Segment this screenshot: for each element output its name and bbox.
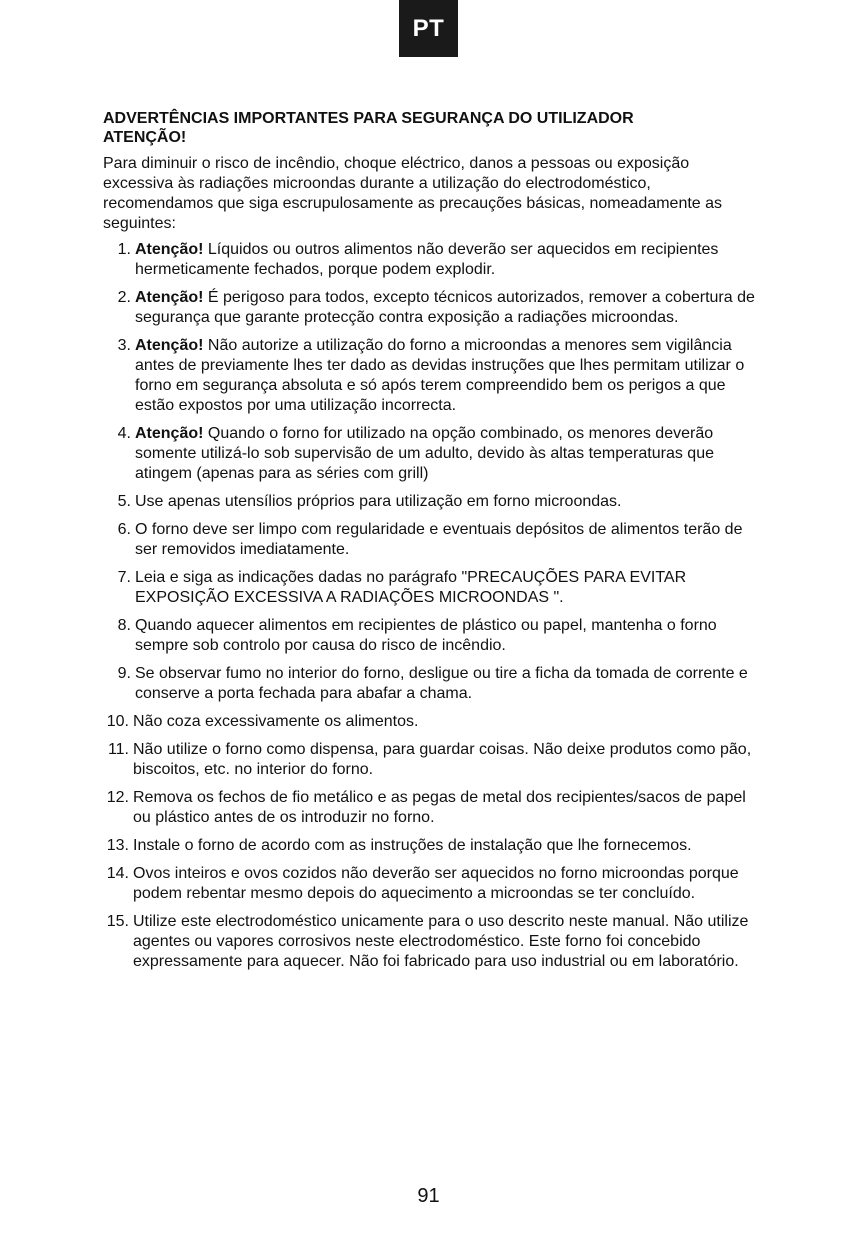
list-item-text	[129, 740, 763, 780]
list-item	[103, 912, 763, 972]
item-body: O forno deve ser limpo com regularidade e eventuais depósitos de alimentos terão de ser removidos imediatamente.	[135, 521, 743, 558]
heading-line-2: ATENÇÃO!	[103, 129, 187, 146]
list-item-number: 10.	[106, 713, 129, 730]
list-item-text	[131, 288, 763, 328]
list-item	[103, 740, 763, 780]
list-item-number: 3.	[117, 337, 131, 354]
list-item-text	[129, 712, 763, 732]
list-item	[103, 864, 763, 904]
item-body: É perigoso para todos, excepto técnicos autorizados, remover a cobertura de segurança que garante protecção contra exposição a radiações microondas.	[135, 289, 755, 326]
item-body: Quando o forno for utilizado na opção combinado, os menores deverão somente utilizá-lo sob supervisão de um adulto, devido às altas temperaturas que atingem (apenas para as séries com grill)	[135, 425, 714, 482]
item-body: Leia e siga as indicações dadas no parágrafo "PRECAUÇÕES PARA EVITAR EXPOSIÇÃO EXCESSIVA A RADIAÇÕES MICROONDAS ".	[135, 569, 687, 606]
list-item-text	[131, 492, 763, 512]
list-item-text	[131, 568, 763, 608]
list-item	[103, 288, 763, 328]
item-body: Use apenas utensílios próprios para utilização em forno microondas.	[135, 493, 622, 510]
item-body: Líquidos ou outros alimentos não deverão ser aquecidos em recipientes hermeticamente fechados, porque podem explodir.	[135, 241, 719, 278]
heading-line-1: ADVERTÊNCIAS IMPORTANTES PARA SEGURANÇA DO UTILIZADOR	[103, 110, 634, 127]
list-item-number: 1.	[117, 241, 131, 258]
list-item	[103, 788, 763, 828]
list-item-text	[131, 240, 763, 280]
item-body: Utilize este electrodoméstico unicamente para o uso descrito neste manual. Não utilize agentes ou vapores corrosivos neste electrodoméstico. Este forno foi concebido expressamente para aquecer. Não foi fabricado para uso industrial ou em laboratório.	[133, 913, 749, 970]
list-item	[103, 664, 763, 704]
intro-paragraph: Para diminuir o risco de incêndio, choque eléctrico, danos a pessoas ou exposição excessiva às radiações microondas durante a utilização do electrodoméstico, recomendamos que siga escrupulosamente as precauções básicas, nomeadamente as seguintes:	[103, 155, 723, 232]
list-item	[103, 492, 763, 512]
section-heading	[103, 109, 763, 147]
list-item-number: 9.	[117, 665, 131, 682]
list-item-text	[129, 864, 763, 904]
language-tab: PT	[399, 0, 458, 57]
list-item-number: 11.	[107, 741, 129, 758]
list-item-number: 12.	[106, 789, 129, 806]
list-item-number: 2.	[117, 289, 131, 306]
list-item-text	[131, 336, 763, 416]
list-item-text	[129, 912, 763, 972]
list-item-number: 13.	[106, 837, 129, 854]
list-item-text	[131, 616, 763, 656]
list-item	[103, 520, 763, 560]
item-body: Não autorize a utilização do forno a microondas a menores sem vigilância antes de previamente lhes ter dado as devidas instruções que lhes permitam utilizar o forno em segurança absoluta e só após terem compreendido bem os perigos a que estão expostos por uma utilização incorrecta.	[135, 337, 745, 414]
page-number: 91	[417, 1185, 440, 1207]
item-body: Não coza excessivamente os alimentos.	[133, 713, 419, 730]
list-item-text	[129, 836, 763, 856]
list-item-number: 7.	[117, 569, 131, 586]
list-item-text	[131, 664, 763, 704]
list-item	[103, 712, 763, 732]
list-item	[103, 836, 763, 856]
list-item-text	[131, 520, 763, 560]
list-item-number: 5.	[117, 493, 131, 510]
list-item-number: 8.	[117, 617, 131, 634]
warnings-list	[103, 240, 763, 972]
list-item	[103, 616, 763, 656]
list-item-number: 6.	[117, 521, 131, 538]
list-item	[103, 568, 763, 608]
item-body: Se observar fumo no interior do forno, desligue ou tire a ficha da tomada de corrente e conserve a porta fechada para abafar a chama.	[135, 665, 748, 702]
list-item	[103, 424, 763, 484]
item-body: Instale o forno de acordo com as instruções de instalação que lhe fornecemos.	[133, 837, 692, 854]
list-item-text	[131, 424, 763, 484]
list-item-number: 4.	[117, 425, 131, 442]
item-body: Remova os fechos de fio metálico e as pegas de metal dos recipientes/sacos de papel ou plástico antes de os introduzir no forno.	[133, 789, 746, 826]
item-body: Ovos inteiros e ovos cozidos não deverão ser aquecidos no forno microondas porque podem rebentar mesmo depois do aquecimento a microondas se ter concluído.	[133, 865, 739, 902]
list-item-number: 14.	[106, 865, 129, 882]
item-body: Quando aquecer alimentos em recipientes de plástico ou papel, mantenha o forno sempre sob controlo por causa do risco de incêndio.	[135, 617, 717, 654]
warning-label: Atenção!	[135, 241, 204, 258]
warning-label: Atenção!	[135, 289, 204, 306]
list-item-text	[129, 788, 763, 828]
list-item-number: 15.	[106, 913, 129, 930]
list-item	[103, 240, 763, 280]
warning-label: Atenção!	[135, 337, 204, 354]
list-item	[103, 336, 763, 416]
warning-label: Atenção!	[135, 425, 204, 442]
safety-warnings-section	[103, 109, 763, 980]
item-body: Não utilize o forno como dispensa, para guardar coisas. Não deixe produtos como pão, biscoitos, etc. no interior do forno.	[133, 741, 752, 778]
